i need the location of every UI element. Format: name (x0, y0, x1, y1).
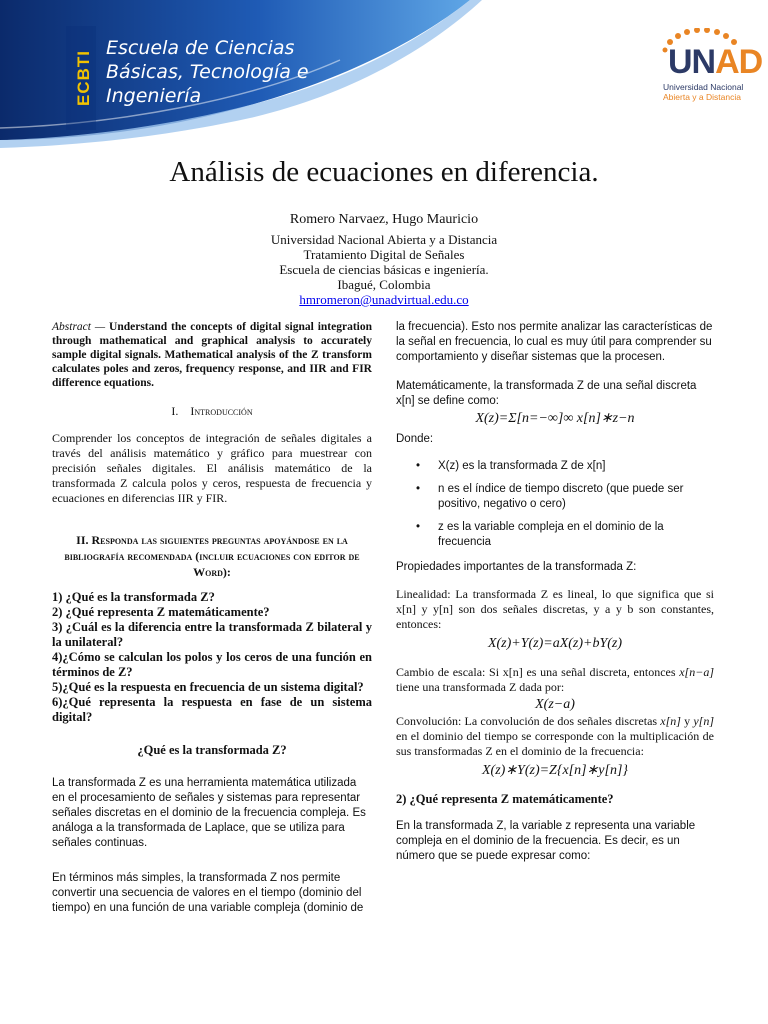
list-item: • X(z) es la transformada Z de x[n] (396, 459, 714, 474)
scaling-expr: x[n−a] (679, 665, 714, 679)
z-transform-formula: X(z)=Σ[n=−∞]∞ x[n]∗z−n (475, 411, 635, 426)
list-item: • n es el índice de tiempo discreto (que puede ser positivo, negativo o cero) (396, 482, 714, 512)
header-banner (0, 0, 768, 150)
paper-title: Análisis de ecuaciones en diferencia. (169, 156, 599, 188)
scaling-text-a: Cambio de escala: Si x[n] es una señal discreta, entonces (396, 665, 676, 679)
question-3: 3) ¿Cuál es la diferencia entre la transformada Z bilateral y la unilateral? (52, 620, 372, 649)
abstract-body: Understand the concepts of digital signal integration through mathematical and graphical analysis to accurately sample digital signals. Mathematical analysis of the Z transform calculates poles and zeros, frequency response, and IIR and FIR difference equations. (52, 321, 373, 389)
section-1-heading (52, 404, 372, 419)
question-5: 5)¿Qué es la respuesta en frecuencia de un sistema digital? (52, 680, 364, 694)
intro-paragraph: Comprender los conceptos de integración de señales digitales a través del análisis matemático y gráfico para muestrear con precisión señales digitales. El análisis matemático de la transformada Z calcula polos y ceros, respuesta de frecuencia y ecuaciones en diferencias IIR y FIR. (52, 431, 372, 505)
author-block (0, 212, 768, 307)
question-4: 4)¿Cómo se calculan los polos y los ceros de una función en términos de Z? (52, 650, 372, 679)
ecbti-label: ECBTI (74, 50, 93, 106)
unad-logo-text (668, 43, 762, 82)
scaling-paragraph (396, 665, 714, 695)
list-item: • z es la variable compleja en el dominio de la frecuencia (396, 520, 714, 550)
z-simple-paragraph: En términos más simples, la transformada Z nos permite convertir una secuencia de valores en el tiempo (dominio del tiempo) en una función de una variable compleja (dominio de (52, 872, 364, 914)
properties-heading: Propiedades importantes de la transformada Z: (396, 561, 637, 573)
question-2-heading: 2) ¿Qué representa Z matemáticamente? (396, 792, 614, 806)
abstract-lead: Abstract — (52, 321, 106, 333)
conv-y: y[n] (693, 714, 715, 728)
subsection-heading: ¿Qué es la transformada Z? (137, 743, 287, 757)
question-6: 6)¿Qué representa la respuesta en fase de un sistema digital? (52, 695, 372, 724)
abstract (52, 320, 372, 390)
affiliation-4: Ibagué, Colombia (337, 277, 431, 292)
author-name: Romero Narvaez, Hugo Mauricio (289, 212, 479, 227)
scaling-text-b: tiene una transformada Z dada por: (396, 680, 565, 694)
school-name (106, 36, 309, 108)
z-definition-paragraph: La transformada Z es una herramienta matemática utilizada en el procesamiento de señales y sistemas para representar señales discretas en el dominio de la frecuencia compleja. Es análoga a la transformada de Laplace, que se utiliza para señales continuas. (52, 777, 366, 849)
unad-logo-subtitle (663, 82, 743, 102)
left-column (52, 320, 372, 924)
z-variable-paragraph: En la transformada Z, la variable z representa una variable compleja en el dominio de la frecuencia. Es decir, es un número que se puede expresar como: (396, 820, 696, 862)
question-2: 2) ¿Qué representa Z matemáticamente? (52, 605, 270, 619)
section-2-heading: II. Responda las siguientes preguntas apoyándose en la bibliografía recomendada (incluir ecuaciones con editor de Word): (64, 533, 360, 579)
affiliation-2: Tratamiento Digital de Señales (303, 247, 465, 262)
section-1-number: I. (171, 404, 179, 418)
variable-list (396, 459, 714, 550)
question-1: 1) ¿Qué es la transformada Z? (52, 590, 215, 604)
school-line-1: Escuela de Ciencias (106, 37, 295, 59)
question-list (52, 590, 372, 725)
right-column (396, 320, 714, 872)
school-line-2: Básicas, Tecnología e (106, 61, 309, 83)
linearity-formula: X(z)+Y(z)=aX(z)+bY(z) (487, 636, 623, 651)
unad-sub-line-1: Universidad Nacional (663, 82, 744, 92)
convolution-paragraph (396, 714, 714, 759)
unad-logo-un: UN (668, 43, 716, 81)
affiliation-3: Escuela de ciencias básicas e ingeniería. (279, 262, 489, 277)
math-definition-paragraph: Matemáticamente, la transformada Z de una señal discreta x[n] se define como: (396, 380, 697, 407)
affiliation-1: Universidad Nacional Abierta y a Distancia (270, 232, 498, 247)
section-1-title: Introducción (190, 404, 253, 418)
conv-y-word: y (680, 714, 691, 728)
author-email-link[interactable]: hmromeron@unadvirtual.edu.co (299, 292, 469, 307)
conv-text-b: en el dominio del tiempo se corresponde con la multiplicación de sus transformadas Z en el dominio de la frecuencia: (396, 729, 714, 758)
unad-logo-ad: AD (715, 43, 763, 81)
conv-x: x[n] (660, 714, 681, 728)
continuation-paragraph: la frecuencia). Esto nos permite analizar las características de la señal en frecuencia, lo cual es muy útil para comprender su comportamiento y diseñar sistemas que la procesen. (396, 321, 713, 363)
scaling-formula: X(z−a) (535, 697, 575, 712)
convolution-formula: X(z)∗Y(z)=Z{x[n]∗y[n]} (482, 763, 628, 778)
donde-label: Donde: (396, 433, 434, 445)
unad-sub-line-2: Abierta y a Distancia (663, 92, 741, 102)
school-line-3: Ingeniería (106, 85, 202, 107)
linearity-paragraph: Linealidad: La transformada Z es lineal, lo que significa que si x[n] y y[n] son dos señales discretas, y a y b son constantes, entonces: (396, 587, 714, 631)
conv-text-a: Convolución: La convolución de dos señales discretas (396, 714, 658, 728)
